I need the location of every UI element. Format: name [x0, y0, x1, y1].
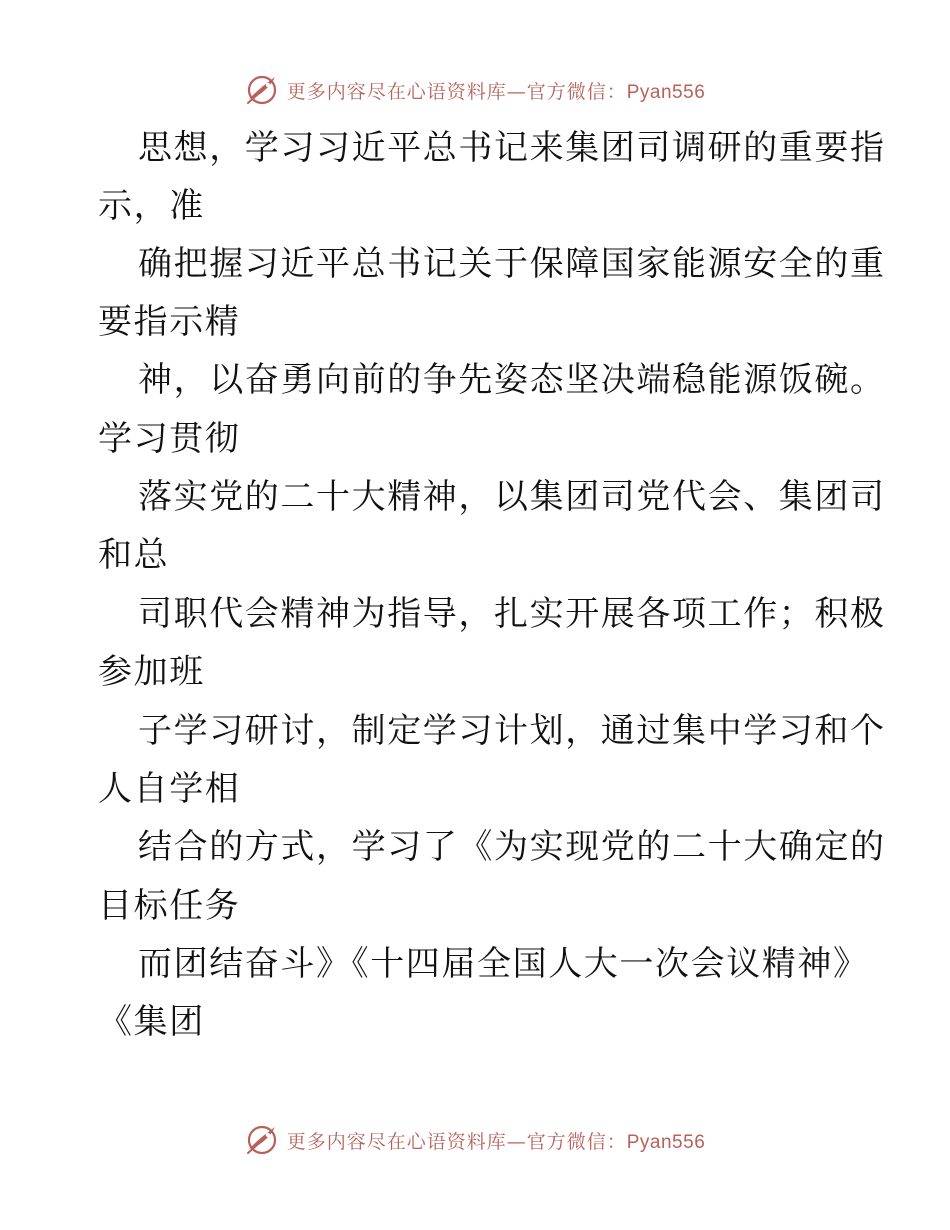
text-line: 和总 — [98, 535, 170, 575]
text-line: 神，以奋勇向前的争先姿态坚决端稳能源饭碗。 — [138, 360, 886, 400]
text-line: 结合的方式，学习了《为实现党的二十大确定的 — [138, 827, 886, 867]
text-line: 人自学相 — [98, 769, 241, 809]
text-line: 示，准 — [98, 186, 205, 226]
quill-pen-logo-icon — [245, 1123, 279, 1157]
watermark-text: 更多内容尽在心语资料库—官方微信：Pyan556 — [286, 1130, 706, 1153]
text-line: 确把握习近平总书记关于保障国家能源安全的重 — [138, 244, 886, 284]
text-line: 目标任务 — [98, 886, 241, 926]
wechat-id: Pyan556 — [626, 1131, 706, 1153]
text-line: 参加班 — [98, 652, 205, 692]
text-line: 要指示精 — [98, 302, 241, 342]
text-line: 思想，学习习近平总书记来集团司调研的重要指 — [138, 128, 886, 168]
text-line: 《集团 — [98, 1002, 205, 1042]
wechat-id: Pyan556 — [626, 81, 706, 103]
text-line: 学习贯彻 — [98, 419, 241, 459]
text-line: 落实党的二十大精神，以集团司党代会、集团司 — [138, 477, 886, 517]
watermark-text: 更多内容尽在心语资料库—官方微信：Pyan556 — [286, 80, 706, 103]
text-line: 而团结奋斗》《十四届全国人大一次会议精神》 — [138, 944, 869, 984]
text-line: 子学习研讨，制定学习计划，通过集中学习和个 — [138, 711, 886, 751]
text-line: 司职代会精神为指导，扎实开展各项工作；积极 — [138, 594, 886, 634]
footer-watermark — [0, 1120, 950, 1160]
